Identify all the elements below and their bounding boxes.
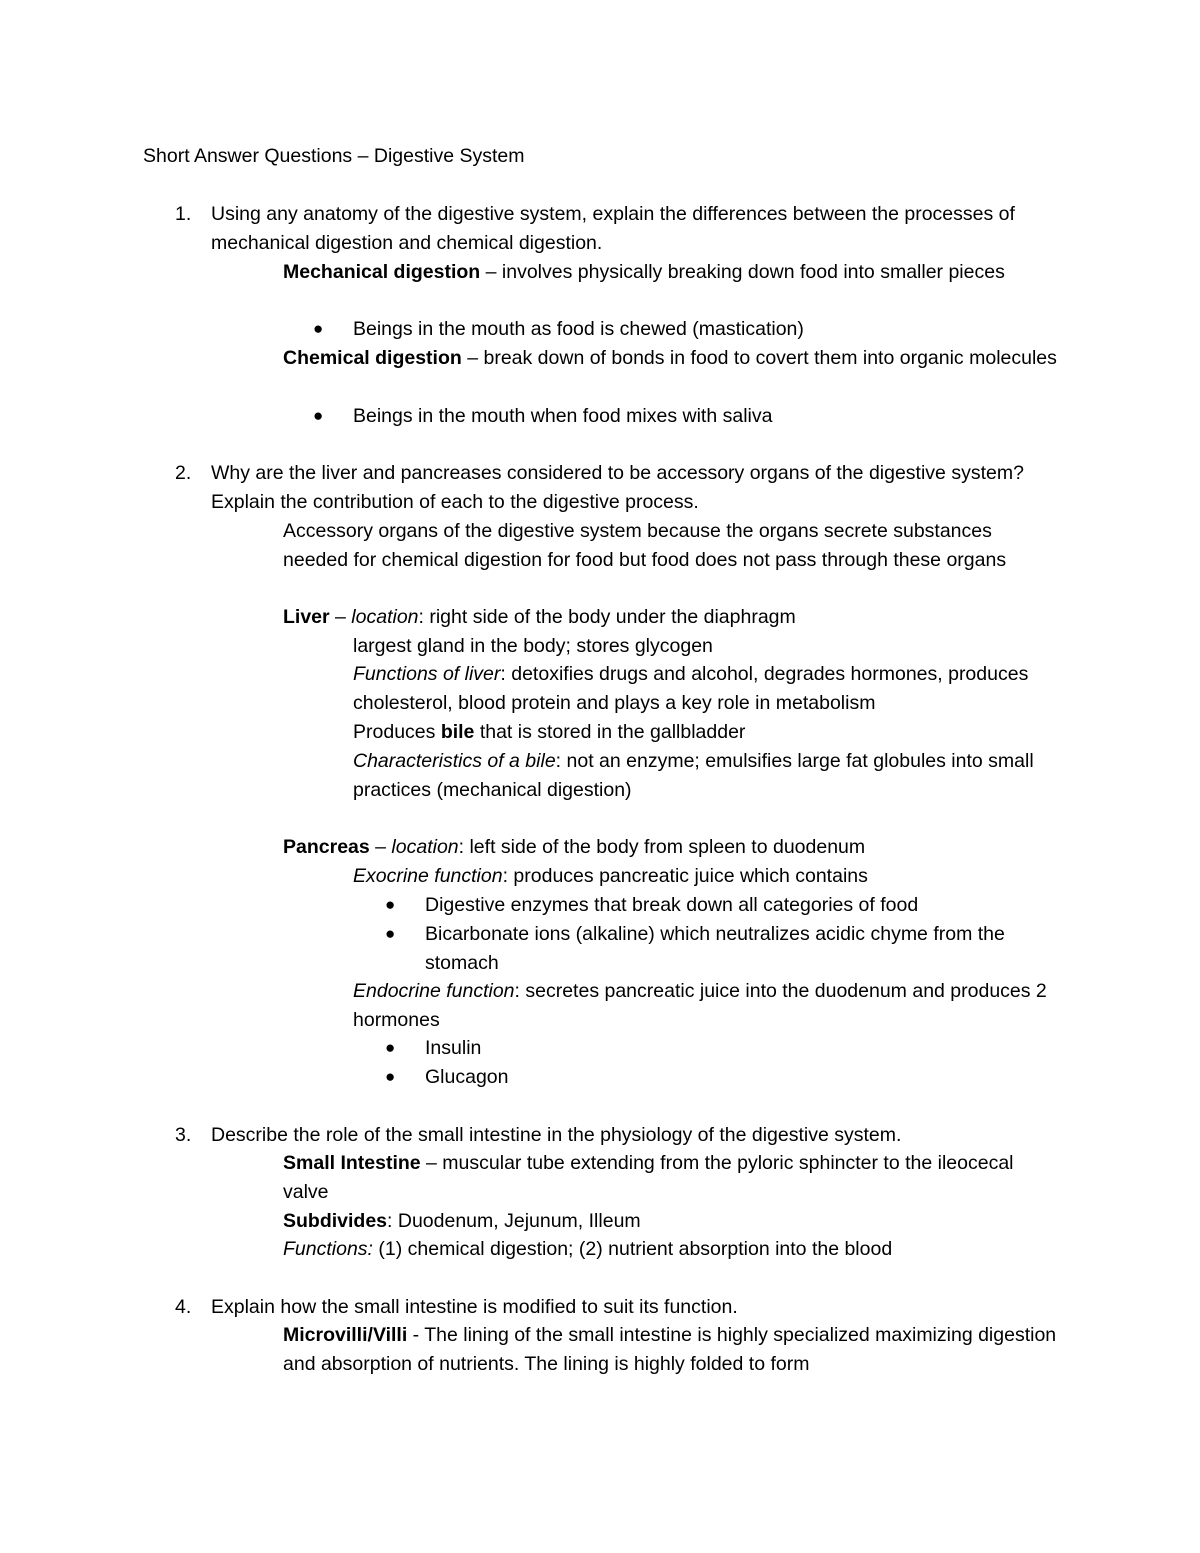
bullet-item (385, 1034, 1075, 1063)
label: Functions of liver (353, 663, 501, 685)
label: Exocrine function (353, 865, 503, 887)
page-title: Short Answer Questions – Digestive System (143, 145, 525, 167)
bullet-icon: ● (313, 406, 324, 425)
question-text: Using any anatomy of the digestive system, explain the differences between the processes of mechanical digestion and chemical digestion. (211, 203, 1015, 254)
term: Pancreas (283, 836, 370, 858)
question-number: 4. (175, 1296, 192, 1318)
bullet-text: Beings in the mouth when food mixes with saliva (353, 405, 773, 427)
question-text: Explain how the small intestine is modified to suit its function. (211, 1296, 738, 1318)
question-1 (175, 200, 1075, 258)
label: Functions: (283, 1238, 373, 1260)
question-number: 1. (175, 203, 192, 225)
exocrine-function: Exocrine function: produces pancreatic juice which contains (353, 865, 868, 887)
bullet-item (313, 315, 1073, 344)
bullet-icon: ● (385, 895, 396, 914)
question-3 (175, 1121, 1075, 1150)
bullet-text: Beings in the mouth as food is chewed (mastication) (353, 318, 804, 340)
question-number: 3. (175, 1124, 192, 1146)
term: Mechanical digestion (283, 261, 481, 283)
term: Small Intestine (283, 1152, 421, 1174)
label: location (351, 606, 419, 628)
bullet-item (385, 920, 1075, 978)
pancreas-location: Pancreas – location: left side of the body from spleen to duodenum (283, 836, 866, 858)
mechanical-digestion-definition (283, 258, 1073, 287)
bullet-text: Insulin (425, 1037, 482, 1059)
bullet-text: Bicarbonate ions (alkaline) which neutralizes acidic chyme from the stomach (425, 923, 1005, 974)
bullet-icon: ● (385, 1067, 396, 1086)
question-2 (175, 459, 1075, 517)
definition: – muscular tube extending from the pyloric sphincter to the ileocecal valve (283, 1152, 1014, 1203)
bullet-icon: ● (313, 319, 324, 338)
term: Subdivides (283, 1210, 388, 1232)
label: location (391, 836, 459, 858)
liver-gland: largest gland in the body; stores glycogen (353, 635, 713, 657)
liver-functions: Functions of liver: detoxifies drugs and alcohol, degrades hormones, produces cholesterol, blood protein and plays a key role in metabolism (353, 663, 1029, 714)
term: Microvilli/Villi (283, 1324, 408, 1346)
accessory-organs-intro: Accessory organs of the digestive system because the organs secrete substances needed for chemical digestion for food but food does not pass through these organs (283, 520, 1007, 571)
bullet-item (385, 1063, 1075, 1092)
term: Liver (283, 606, 330, 628)
small-intestine-definition (283, 1149, 1043, 1207)
chemical-digestion-definition (283, 344, 1073, 373)
question-number: 2. (175, 462, 192, 484)
term: Chemical digestion (283, 347, 462, 369)
label: Endocrine function (353, 980, 515, 1002)
functions: Functions: (1) chemical digestion; (2) nutrient absorption into the blood (283, 1238, 893, 1260)
bullet-item (313, 402, 1073, 431)
definition: – break down of bonds in food to covert them into organic molecules (461, 347, 1057, 369)
subdivides: Subdivides: Duodenum, Jejunum, Illeum (283, 1210, 641, 1232)
bile-production: Produces bile that is stored in the gallbladder (353, 721, 746, 743)
question-text: Why are the liver and pancreases considered to be accessory organs of the digestive system? Explain the contribution of each to the digestive process. (211, 462, 1024, 513)
label: Characteristics of a bile (353, 750, 556, 772)
bullet-icon: ● (385, 1038, 396, 1057)
liver-location: Liver – location: right side of the body under the diaphragm (283, 606, 796, 628)
microvilli-villi: Microvilli/Villi - The lining of the small intestine is highly specialized maximizing digestion and absorption of nutrients. The lining is highly folded to form (283, 1324, 1057, 1375)
question-text: Describe the role of the small intestine in the physiology of the digestive system. (211, 1124, 902, 1146)
bullet-item (385, 891, 1075, 920)
endocrine-function: Endocrine function: secretes pancreatic juice into the duodenum and produces 2 hormones (353, 980, 1047, 1031)
bullet-icon: ● (385, 924, 396, 943)
definition: – involves physically breaking down food into smaller pieces (480, 261, 1005, 283)
bullet-text: Digestive enzymes that break down all categories of food (425, 894, 919, 916)
term: bile (440, 721, 475, 743)
question-4 (175, 1293, 1075, 1322)
bile-characteristics: Characteristics of a bile: not an enzyme; emulsifies large fat globules into small practices (mechanical digestion) (353, 750, 1034, 801)
bullet-text: Glucagon (425, 1066, 509, 1088)
